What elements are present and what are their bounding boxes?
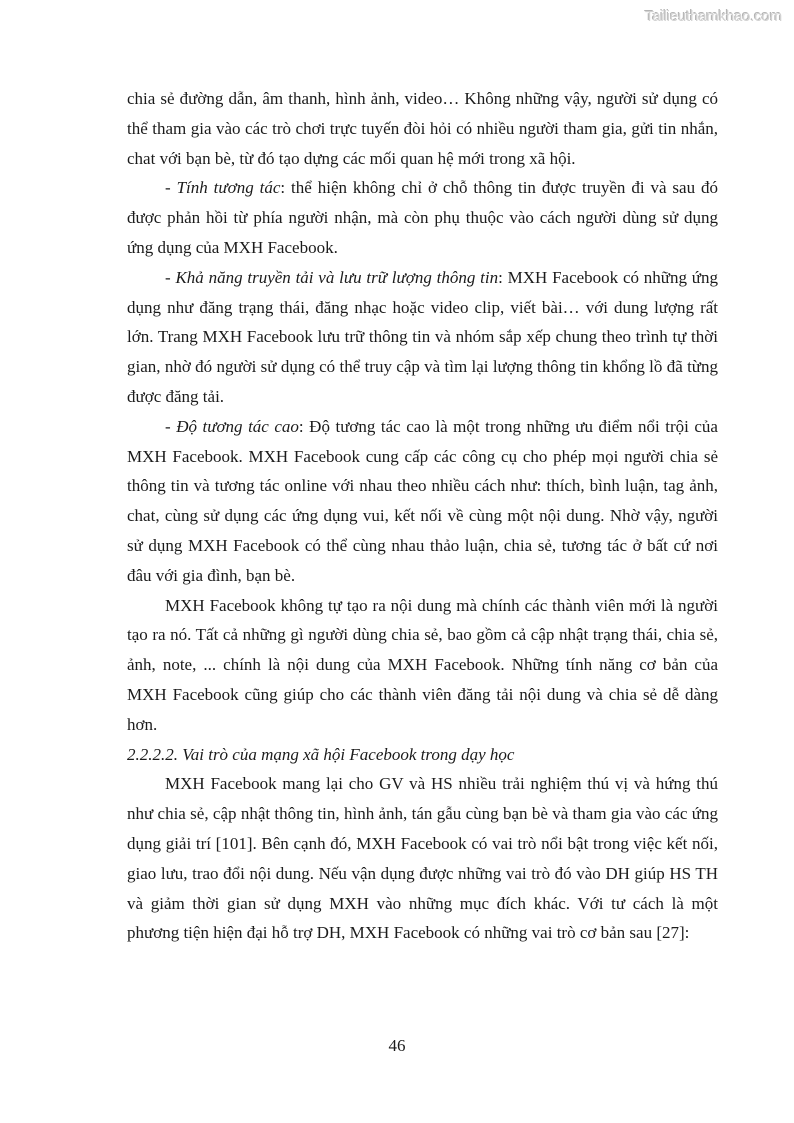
paragraph-lead-italic: Tính tương tác (176, 178, 281, 198)
watermark: Tailieuthamkhao.com (644, 8, 782, 25)
paragraph-text: MXH Facebook không tự tạo ra nội dung mà chính các thành viên mới là người tạo ra nó. Tất cả những gì người dùng chia sẻ, bao gồm cả cập nhật trạng thái, chia sẻ, ảnh, note, ... chính là nội dung của MXH Facebook. Những tính năng cơ bản của MXH Facebook cũng giúp cho các thành viên đăng tải nội dung và chia sẻ dễ dàng hơn. (127, 595, 718, 734)
paragraph (127, 769, 718, 948)
section-heading: 2.2.2.2. Vai trò của mạng xã hội Facebook trong dạy học (127, 744, 515, 764)
list-dash: - (165, 416, 177, 436)
list-dash: - (165, 267, 176, 287)
document-body (127, 84, 718, 948)
list-dash: - (165, 178, 177, 198)
paragraph (127, 173, 718, 262)
paragraph (127, 591, 718, 740)
paragraph-text: MXH Facebook mang lại cho GV và HS nhiều trải nghiệm thú vị và hứng thú như chia sẻ, cập nhật thông tin, hình ảnh, tán gẫu cùng bạn bè và tham gia vào các ứng dụng giải trí [101]. Bên cạnh đó, MXH Facebook có vai trò nổi bật trong việc kết nối, giao lưu, trao đổi nội dung. Nếu vận dụng được những vai trò đó vào DH giúp HS TH và giảm thời gian sử dụng MXH vào những mục đích khác. Với tư cách là một phương tiện hiện đại hỗ trợ DH, MXH Facebook có những vai trò cơ bản sau [27]: (127, 774, 718, 943)
paragraph (127, 412, 718, 591)
paragraph-lead-italic: Khả năng truyền tải và lưu trữ lượng thông tin (175, 267, 499, 287)
paragraph-text: : thể hiện không chỉ ở chỗ thông tin được truyền đi và sau đó được phản hồi từ phía người nhận, mà còn phụ thuộc vào cách người dùng sử dụng ứng dụng của MXH Facebook. (127, 178, 719, 257)
paragraph-text: : Độ tương tác cao là một trong những ưu điểm nổi trội của MXH Facebook. MXH Facebook cung cấp các công cụ cho phép mọi người chia sẻ thông tin và tương tác online với nhau theo nhiều cách như: thích, bình luận, tag ảnh, chat, cùng sử dụng các ứng dụng vui, kết nối về cùng một nội dung. Nhờ vậy, người sử dụng MXH Facebook có thể cùng nhau thảo luận, chia sẻ, tương tác ở bất cứ nơi đâu với gia đình, bạn bè. (127, 416, 718, 585)
paragraph-text: chia sẻ đường dẫn, âm thanh, hình ảnh, video… Không những vậy, người sử dụng có thể tham gia vào các trò chơi trực tuyến đòi hỏi có nhiều người tham gia, gửi tin nhắn, chat với bạn bè, từ đó tạo dựng các mối quan hệ mới trong xã hội. (127, 89, 718, 168)
paragraph (127, 263, 718, 412)
paragraph-lead-italic: Độ tương tác cao (176, 416, 299, 436)
paragraph (127, 84, 718, 173)
paragraph-text: : MXH Facebook có những ứng dụng như đăng trạng thái, đăng nhạc hoặc video clip, viết bài… với dung lượng rất lớn. Trang MXH Facebook lưu trữ thông tin và nhóm sắp xếp chung theo trình tự thời gian, nhờ đó người sử dụng có thể truy cập và tìm lại lượng thông tin khổng lồ đã từng được đăng tải. (127, 267, 718, 406)
page-number: 46 (388, 1036, 406, 1055)
